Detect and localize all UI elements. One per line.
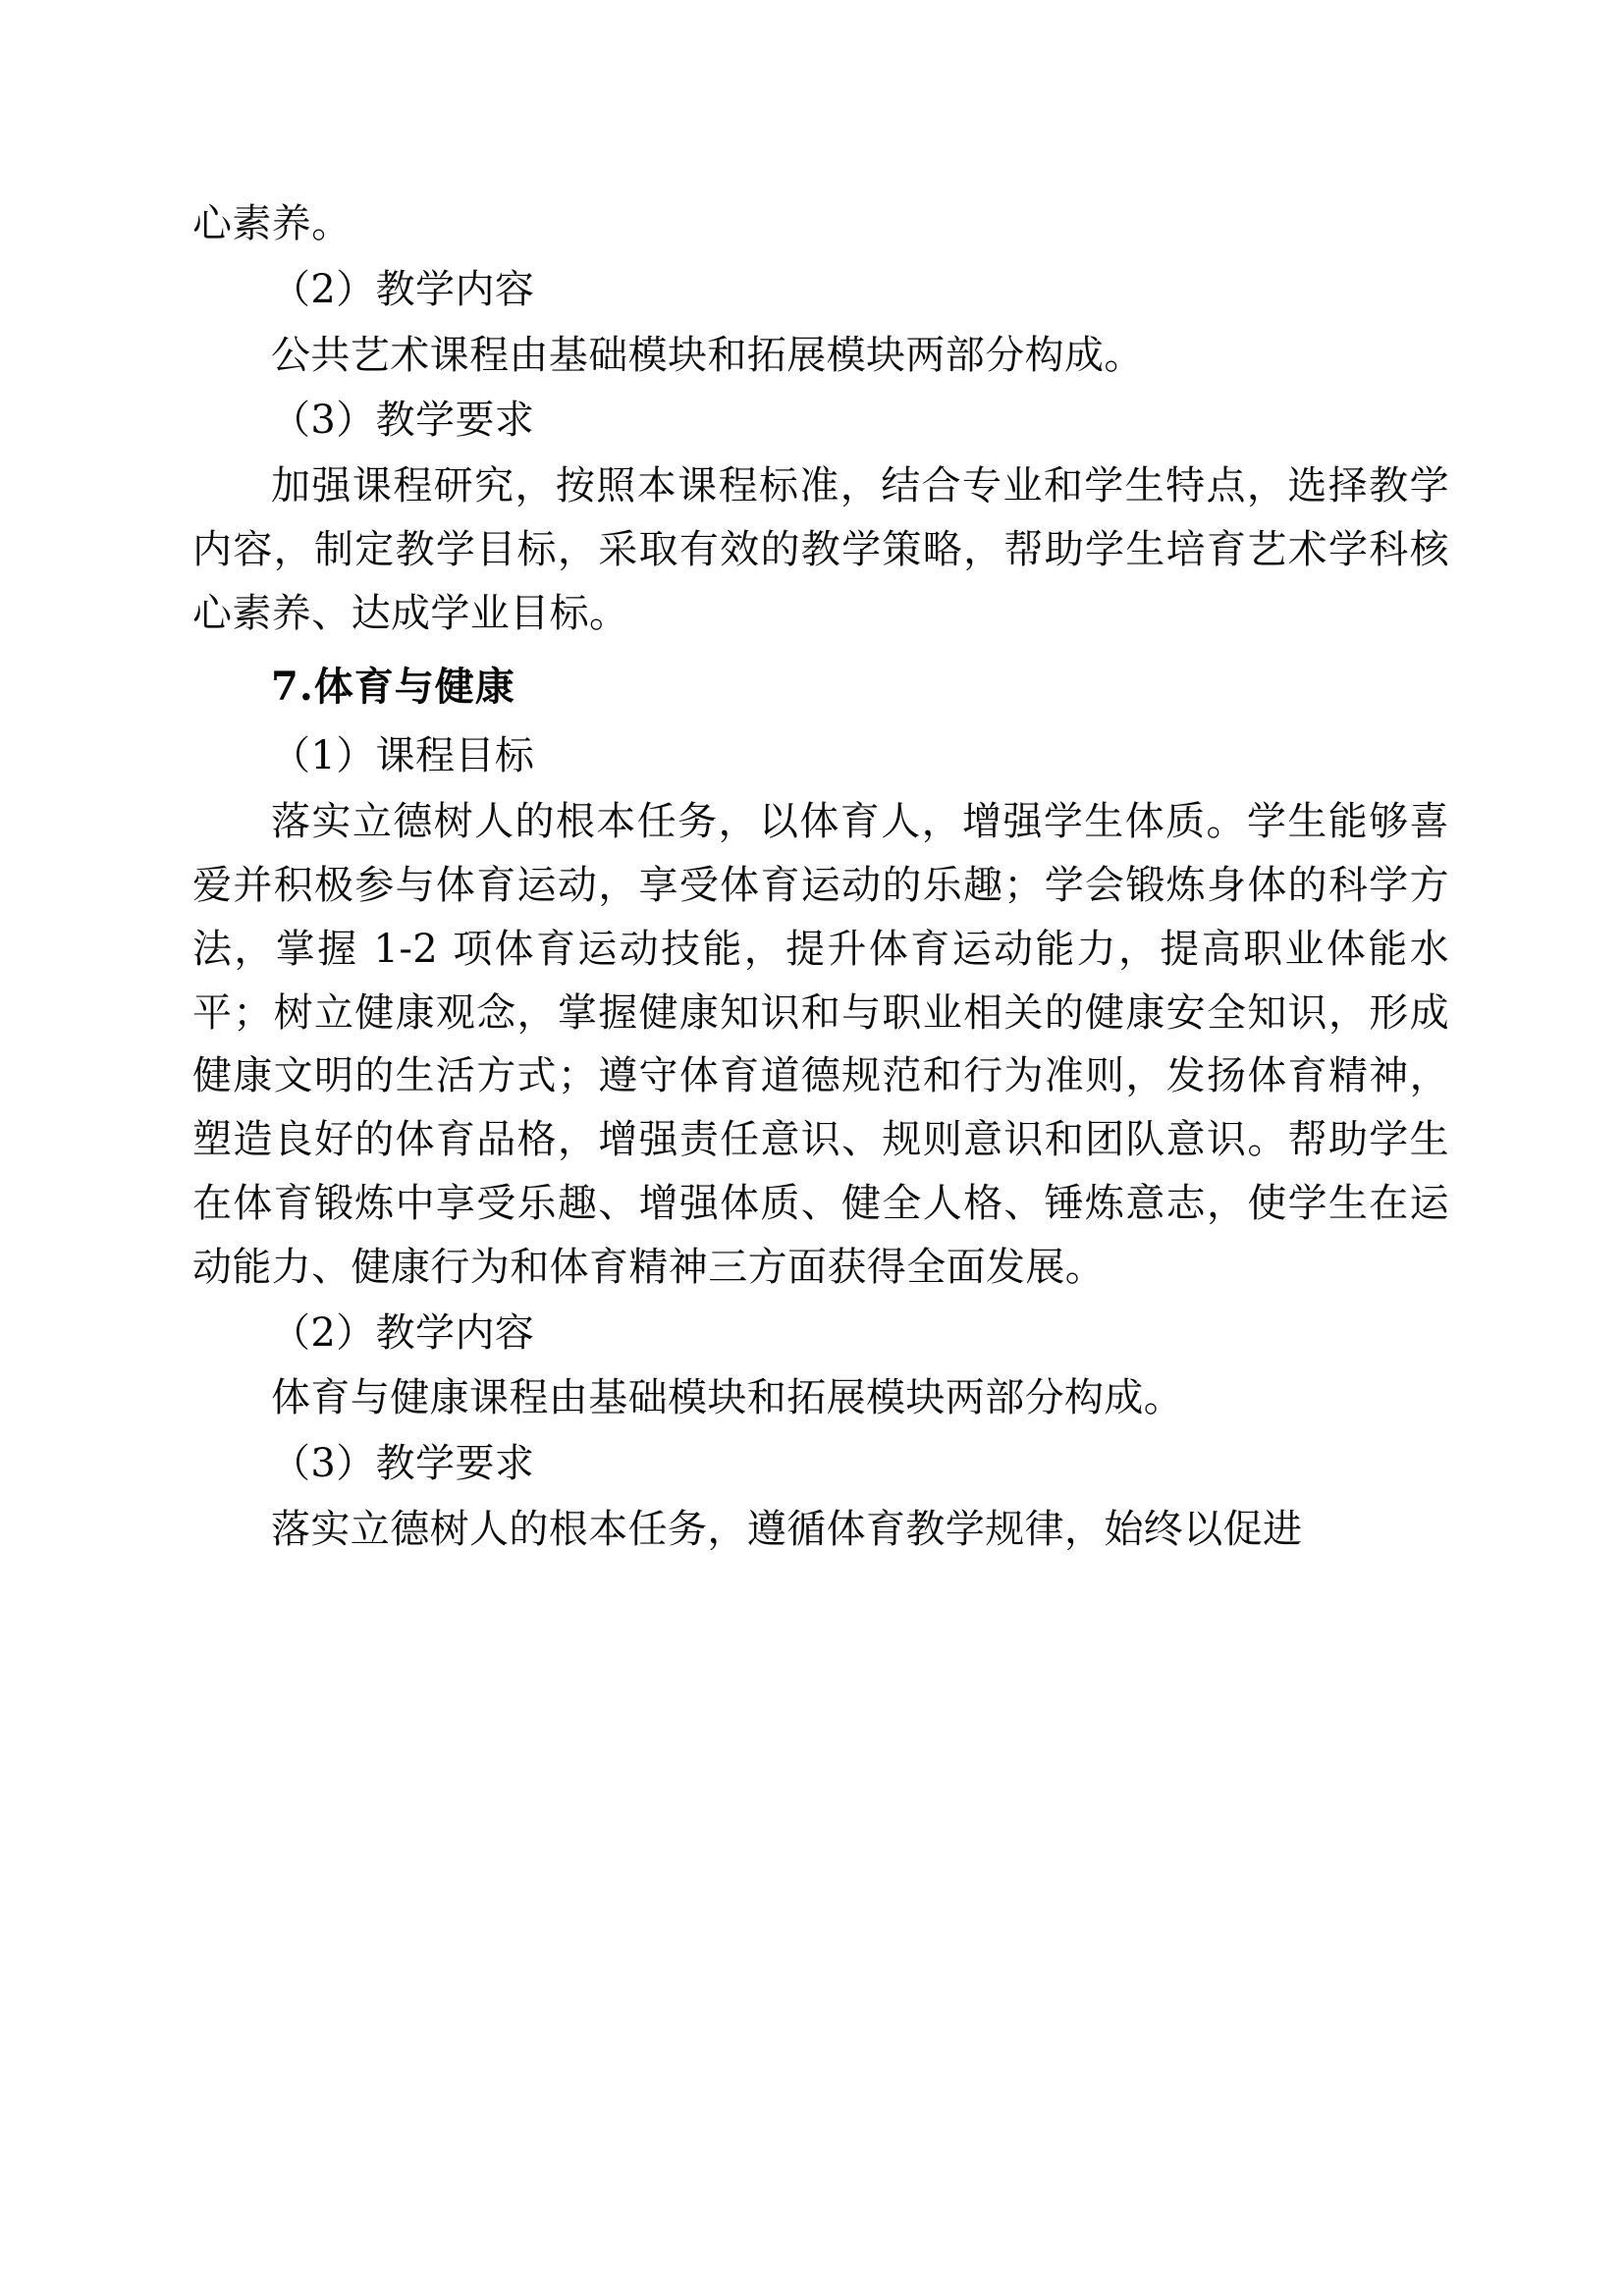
- label-art-teaching-content: （2）教学内容: [271, 266, 535, 312]
- paragraph-pe-course-goal: 落实立德树人的根本任务，以体育人，增强学生体质。学生能够喜爱并积极参与体育运动，享受体育运动的乐趣；学会锻炼身体的科学方法，掌握 1-2 项体育运动技能，提升体育运动能力，提高职业体能水平；树立健康观念，掌握健康知识和与职业相关的健康安全知识，形成健康文明的生活方式；遵守体育道德规范和行为准则，发扬体育精神，塑造良好的体育品格，增强责任意识、规则意识和团队意识。帮助学生在体育锻炼中享受乐趣、增强体质、健全人格、锤炼意志，使学生在运动能力、健康行为和体育精神三方面获得全面发展。: [192, 799, 1449, 1290]
- label-art-teaching-requirement: （3）教学要求: [271, 398, 535, 444]
- paragraph-art-teaching-content: 公共艺术课程由基础模块和拓展模块两部分构成。: [271, 332, 1144, 378]
- paragraph-pe-teaching-requirement: 落实立德树人的根本任务，遵循体育教学规律，始终以促进: [271, 1506, 1303, 1552]
- paragraph-continuation: 心素养。: [192, 201, 352, 246]
- label-pe-teaching-requirement: （3）教学要求: [271, 1441, 535, 1487]
- heading-section-7-physical-education: 7.体育与健康: [271, 663, 515, 710]
- label-pe-teaching-content: （2）教学内容: [271, 1309, 535, 1356]
- label-pe-course-goal: （1）课程目标: [271, 733, 535, 779]
- paragraph-art-teaching-requirement: 加强课程研究，按照本课程标准，结合专业和学生特点，选择教学内容，制定教学目标，采取有效的教学策略，帮助学生培育艺术学科核心素养、达成学业目标。: [192, 463, 1449, 636]
- paragraph-pe-teaching-content: 体育与健康课程由基础模块和拓展模块两部分构成。: [271, 1375, 1184, 1421]
- document-body: [192, 192, 1449, 1562]
